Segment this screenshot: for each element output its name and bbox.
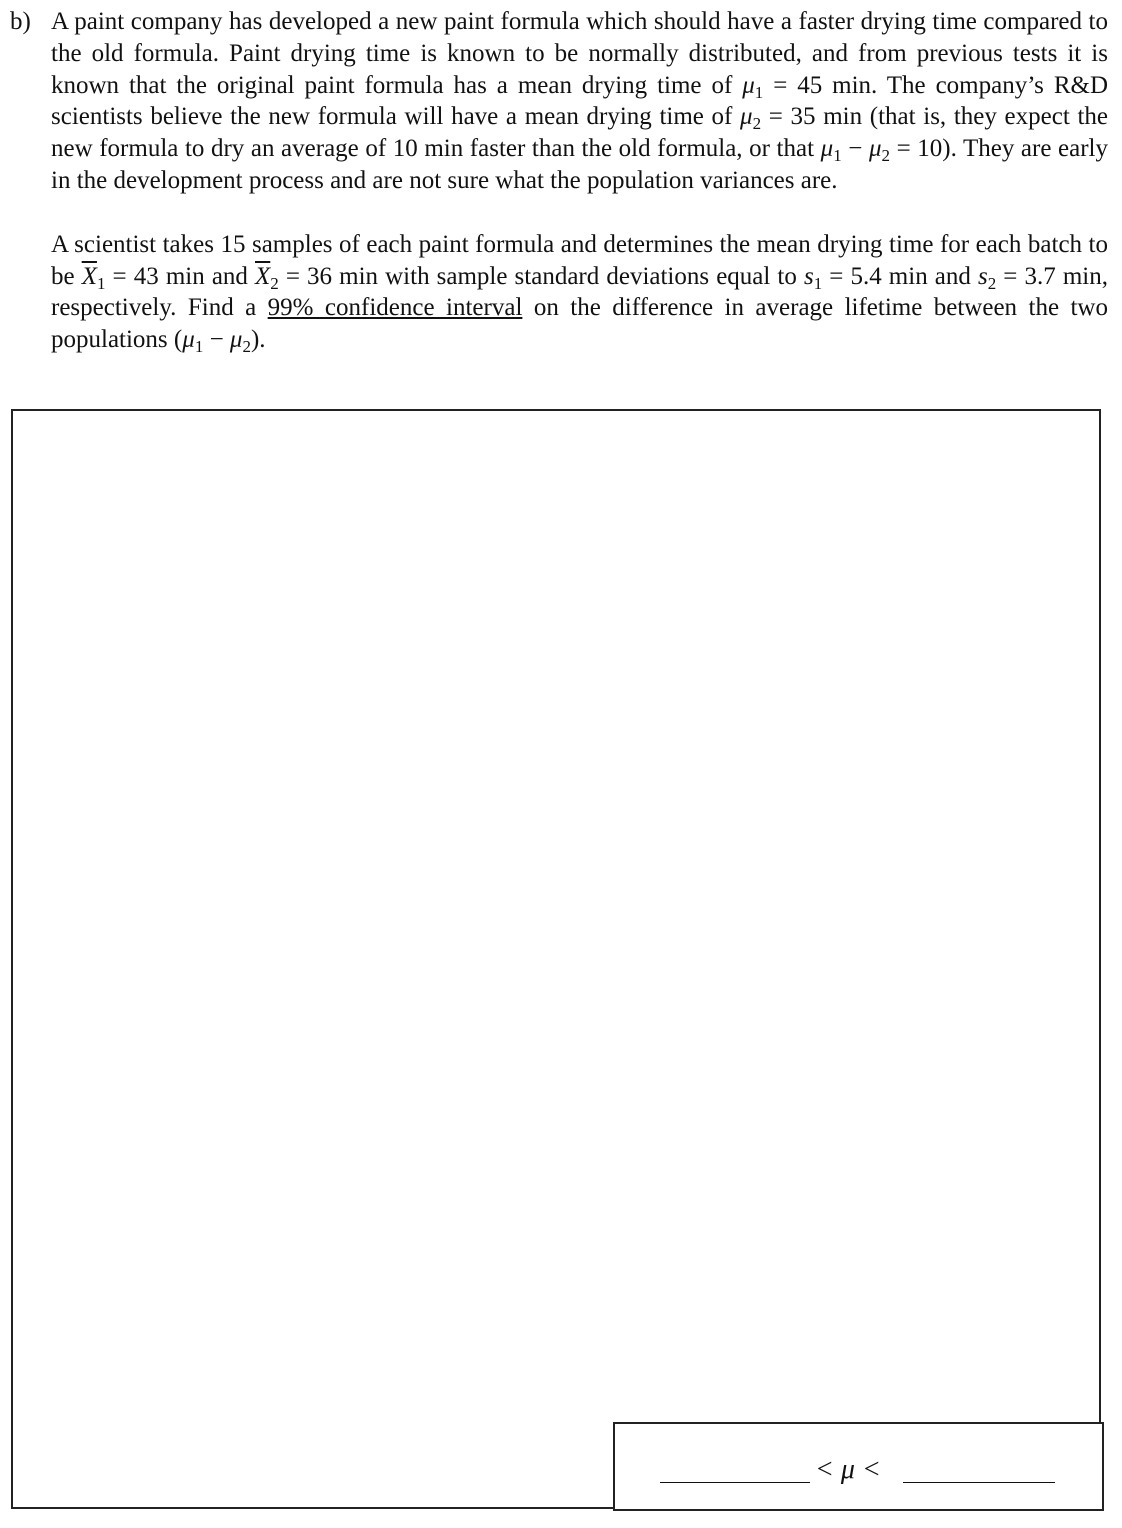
problem-b [10,6,1108,356]
lower-bound-blank[interactable] [660,1482,810,1483]
problem-paragraph-1: A paint company has developed a new paint formula which should have a faster drying time compared to the old formula. Paint drying time is known to be normally distributed, and from previous tests it is known that the original paint formula has a mean drying time of $\mu_1 = 45$ min. The company’s R&D scientists believe the new formula will have a mean drying time of $\mu_2 = 35$ min (that is, they expect the new formula to dry an average of 10 min faster than the old formula, or that $\mu_1 - \mu_2 = 10$). They are early in the development process and are not sure what the population variances are. [51,8,1108,194]
problem-paragraph-2: A scientist takes 15 samples of each paint formula and determines the mean drying time for each batch to be $\overline{X}_1 = 43$ min and $\overline{X}_2 = 36$ min with sample standard deviations equal to $s_1 = 5.4$ min and $s_2 = 3.7$ min, respectively. Find a 99% confidence interval on the difference in average lifetime between the two populations $(\mu_1 - \mu_2)$. [51,230,1108,356]
answer-box [613,1422,1104,1511]
problem-label: b) [10,8,31,35]
upper-bound-blank[interactable] [903,1482,1055,1483]
confidence-interval-emphasis: 99% confidence interval [267,294,523,322]
interval-inequality: < μ < [815,1454,881,1485]
work-area-box[interactable] [11,409,1101,1509]
